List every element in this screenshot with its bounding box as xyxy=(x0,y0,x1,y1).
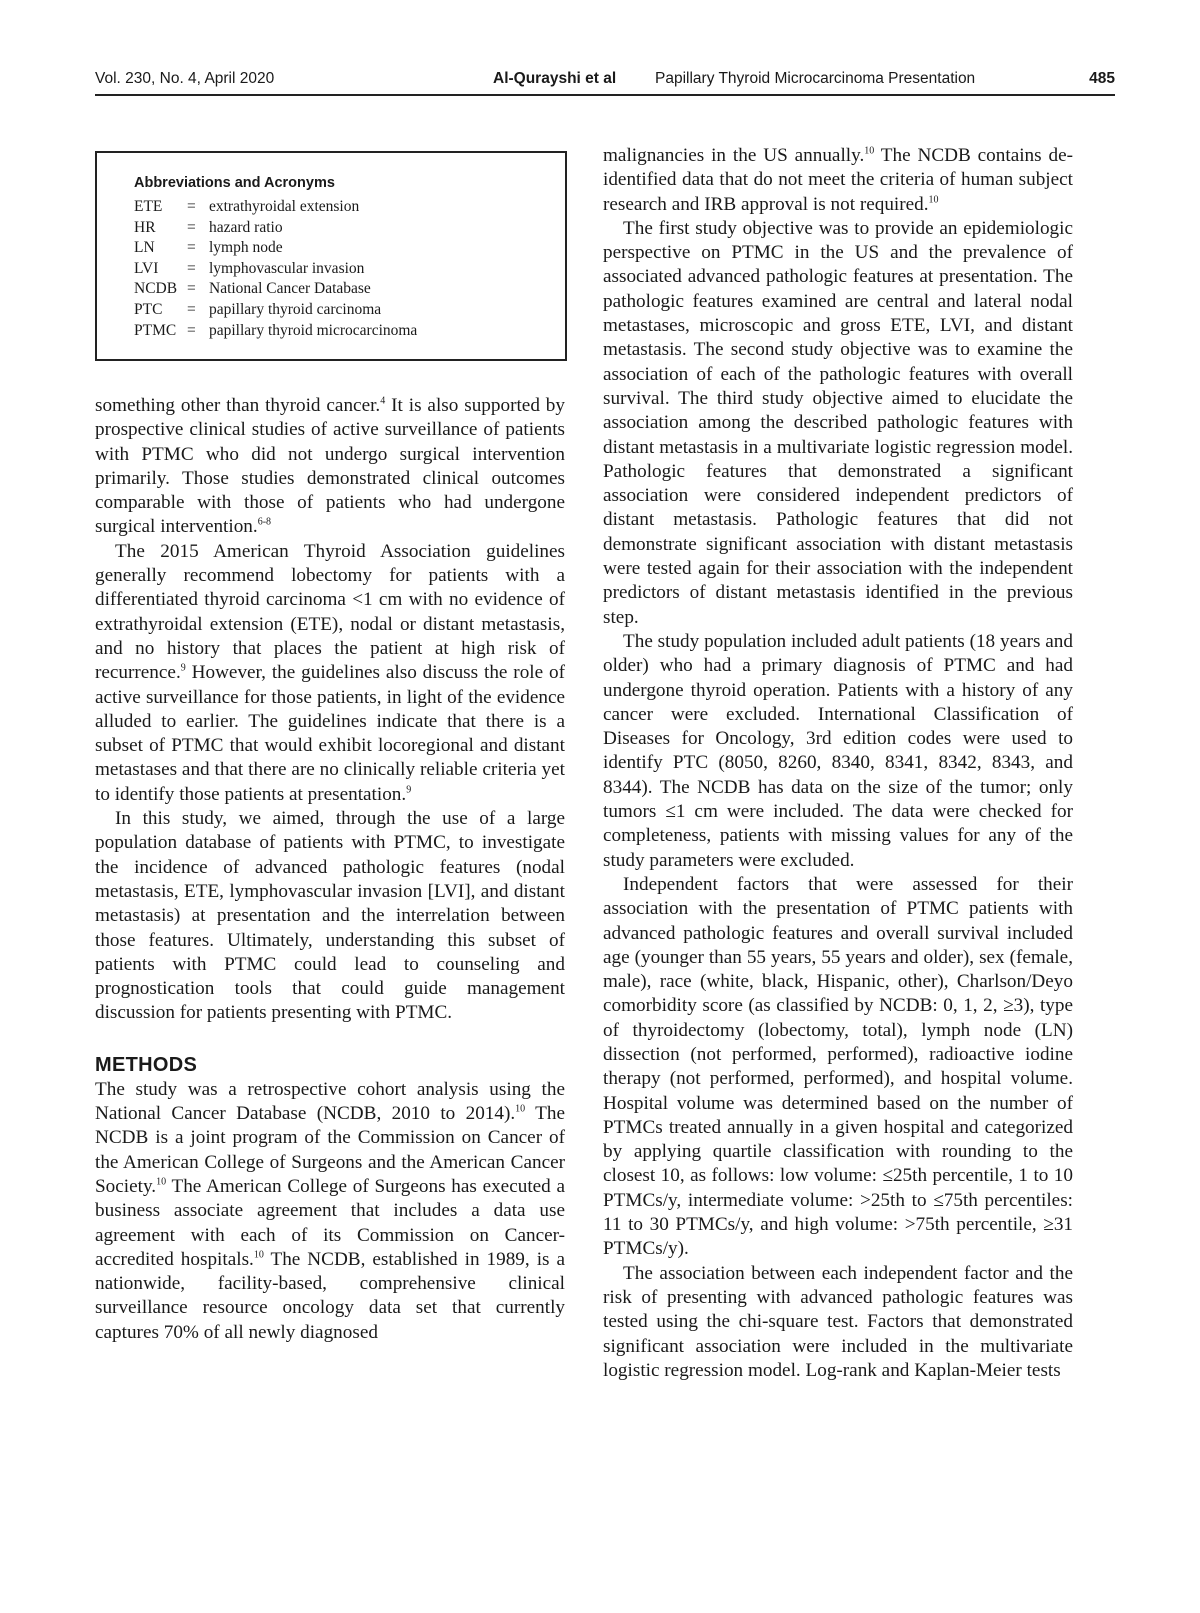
abbreviation-row: LN = lymph node xyxy=(134,238,417,259)
journal-volume: Vol. 230, No. 4, April 2020 xyxy=(95,70,275,87)
body-paragraph: something other than thyroid cancer.$^4$ It is also supported by prospective clinical studies of active surveillance of patients with PTMC who did not undergo surgical intervention primarily. Those studies demonstrated clinical outcomes comparable with those of patients who had undergone surgical intervention.$^{6-8}$ xyxy=(95,395,565,538)
abbreviation-row: PTMC = papillary thyroid microcarcinoma xyxy=(134,321,417,342)
abbreviation-definition: lymphovascular invasion xyxy=(209,259,365,277)
abbreviation-definition: papillary thyroid carcinoma xyxy=(209,300,382,318)
abbreviation-definition: hazard ratio xyxy=(209,218,283,236)
reference-citation: 9 xyxy=(180,662,186,674)
body-paragraph: The 2015 American Thyroid Association guidelines generally recommend lobectomy for patients with a differentiated thyroid carcinoma <1 cm with no evidence of extrathyroidal extension (ETE), nodal or distant metastasis, and no history that places the patient at high risk of recurrence.$^9$ However, the guidelines also discuss the role of active surveillance for those patients, in light of the evidence alluded to earlier. The guidelines indicate that there is a subset of PTMC that would exhibit locoregional and distant metastases and that there are no clinically reliable criteria yet to identify those patients at presentation.$^9$ xyxy=(95,540,565,805)
abbreviation-term: HR xyxy=(134,218,156,236)
abbreviation-term: LVI xyxy=(134,259,159,277)
running-title: Papillary Thyroid Microcarcinoma Presentation xyxy=(655,70,976,87)
reference-citation: 10 xyxy=(515,1103,526,1115)
reference-citation: 10 xyxy=(253,1249,264,1261)
reference-citation: 9 xyxy=(406,784,412,796)
abbreviations-list xyxy=(134,197,417,341)
body-paragraph: In this study, we aimed, through the use of a large population database of patients with PTMC, to investigate the incidence of advanced pathologic features (nodal metastasis, ETE, lymphovascular invasion [LVI], and distant metastasis) at presentation and the interrelation between those features. Ultimately, understanding this subset of patients with PTMC could lead to counseling and prognostication tools that could guide management discussion for patients presenting with PTMC. xyxy=(95,808,565,1024)
abbreviation-definition: extrathyroidal extension xyxy=(209,198,360,215)
left-column xyxy=(95,394,565,1345)
body-paragraph: The study was a retrospective cohort analysis using the National Cancer Database (NCDB, 2010 to 2014).$^{10}$ The NCDB is a joint program of the Commission on Cancer of the American College of Surgeons and the American Cancer Society.$^{10}$ The American College of Surgeons has executed a business associate agreement that includes a data use agreement with each of its Commission on Cancer-accredited hospitals.$^{10}$ The NCDB, established in 1989, is a nationwide, facility-based, comprehensive clinical surveillance resource oncology data set that currently captures 70% of all newly diagnosed xyxy=(95,1078,566,1343)
body-paragraph: Independent factors that were assessed for their association with the presentation of PTMC patients with advanced pathologic features and overall survival included age (younger than 55 years, 55 years and older), sex (female, male), race (white, black, Hispanic, other), Charlson/Deyo comorbidity score (as classified by NCDB: 0, 1, 2, ≥3), type of thyroidectomy (lobectomy, total), lymph node (LN) dissection (not performed, performed), radioactive iodine therapy (not performed, performed), and hospital volume. Hospital volume was determined based on the number of PTMCs treated annually in a given hospital and categorized by applying quartile classification with rounding to the closest 10, as follows: low volume: ≤25th percentile, 1 to 10 PTMCs/y, intermediate volume: >25th to ≤75th percentiles: 11 to 30 PTMCs/y, and high volume: >75th percentile, ≥31 PTMCs/y). xyxy=(603,873,1073,1260)
reference-citation: 6-8 xyxy=(257,517,272,529)
abbreviation-row: ETE = extrathyroidal extension xyxy=(134,197,417,218)
header-authors: Al-Qurayshi et al xyxy=(493,70,617,87)
body-paragraph: The study population included adult patients (18 years and older) who had a primary diagnosis of PTMC and had undergone thyroid operation. Patients with a history of any cancer were excluded. International Classification of Diseases for Oncology, 3rd edition codes were used to identify PTC (8050, 8260, 8340, 8341, 8342, 8343, and 8344). The NCDB has data on the size of the tumor; only tumors ≤1 cm were included. The data were checked for completeness, patients with missing values for any of the study parameters were excluded. xyxy=(603,630,1073,871)
abbreviation-term: ETE xyxy=(134,198,163,215)
body-paragraph: malignancies in the US annually.$^{10}$ The NCDB contains de-identified data that do not meet the criteria of human subject research and IRB approval is not required.$^{10}$ xyxy=(603,145,1073,215)
abbreviation-term: NCDB xyxy=(134,280,178,298)
abbreviation-term: PTMC xyxy=(134,321,177,339)
abbreviation-term: PTC xyxy=(134,300,163,318)
section-heading-methods: METHODS xyxy=(95,1053,198,1076)
reference-citation: 10 xyxy=(928,194,939,206)
abbreviation-row: LVI = lymphovascular invasion xyxy=(134,259,417,280)
abbreviations-box xyxy=(95,151,567,361)
reference-citation: 10 xyxy=(156,1176,167,1188)
abbreviation-definition: National Cancer Database xyxy=(209,280,371,298)
abbreviation-row: HR = hazard ratio xyxy=(134,218,417,239)
abbreviation-row: NCDB = National Cancer Database xyxy=(134,279,417,300)
abbreviation-term: LN xyxy=(134,239,155,257)
reference-citation: 4 xyxy=(380,395,386,407)
right-column xyxy=(603,144,1073,1383)
running-header xyxy=(95,66,1115,96)
abbreviation-definition: papillary thyroid microcarcinoma xyxy=(209,321,418,339)
reference-citation: 10 xyxy=(864,145,875,157)
abbreviation-definition: lymph node xyxy=(209,239,283,257)
abbreviations-title: Abbreviations and Acronyms xyxy=(134,175,335,191)
page-number: 485 xyxy=(1089,70,1115,87)
abbreviation-row: PTC = papillary thyroid carcinoma xyxy=(134,300,417,321)
body-paragraph: The association between each independent factor and the risk of presenting with advanced pathologic features was tested using the chi-square test. Factors that demonstrated significant association were included in the multivariate logistic regression model. Log-rank and Kaplan-Meier tests xyxy=(603,1262,1073,1381)
body-paragraph: The first study objective was to provide an epidemiologic perspective on PTMC in the US and the prevalence of associated advanced pathologic features at presentation. The pathologic features examined are central and lateral nodal metastases, microscopic and gross ETE, LVI, and distant metastasis. The second study objective was to examine the association of each of the pathologic features with overall survival. The third study objective aimed to elucidate the association among the described pathologic features with distant metastasis in a multivariate logistic regression model. Pathologic features that demonstrated a significant association were considered independent predictors of distant metastasis. Pathologic features that did not demonstrate significant association with distant metastasis were tested again for their association with the independent predictors of distant metastasis identified in the previous step. xyxy=(603,217,1073,628)
